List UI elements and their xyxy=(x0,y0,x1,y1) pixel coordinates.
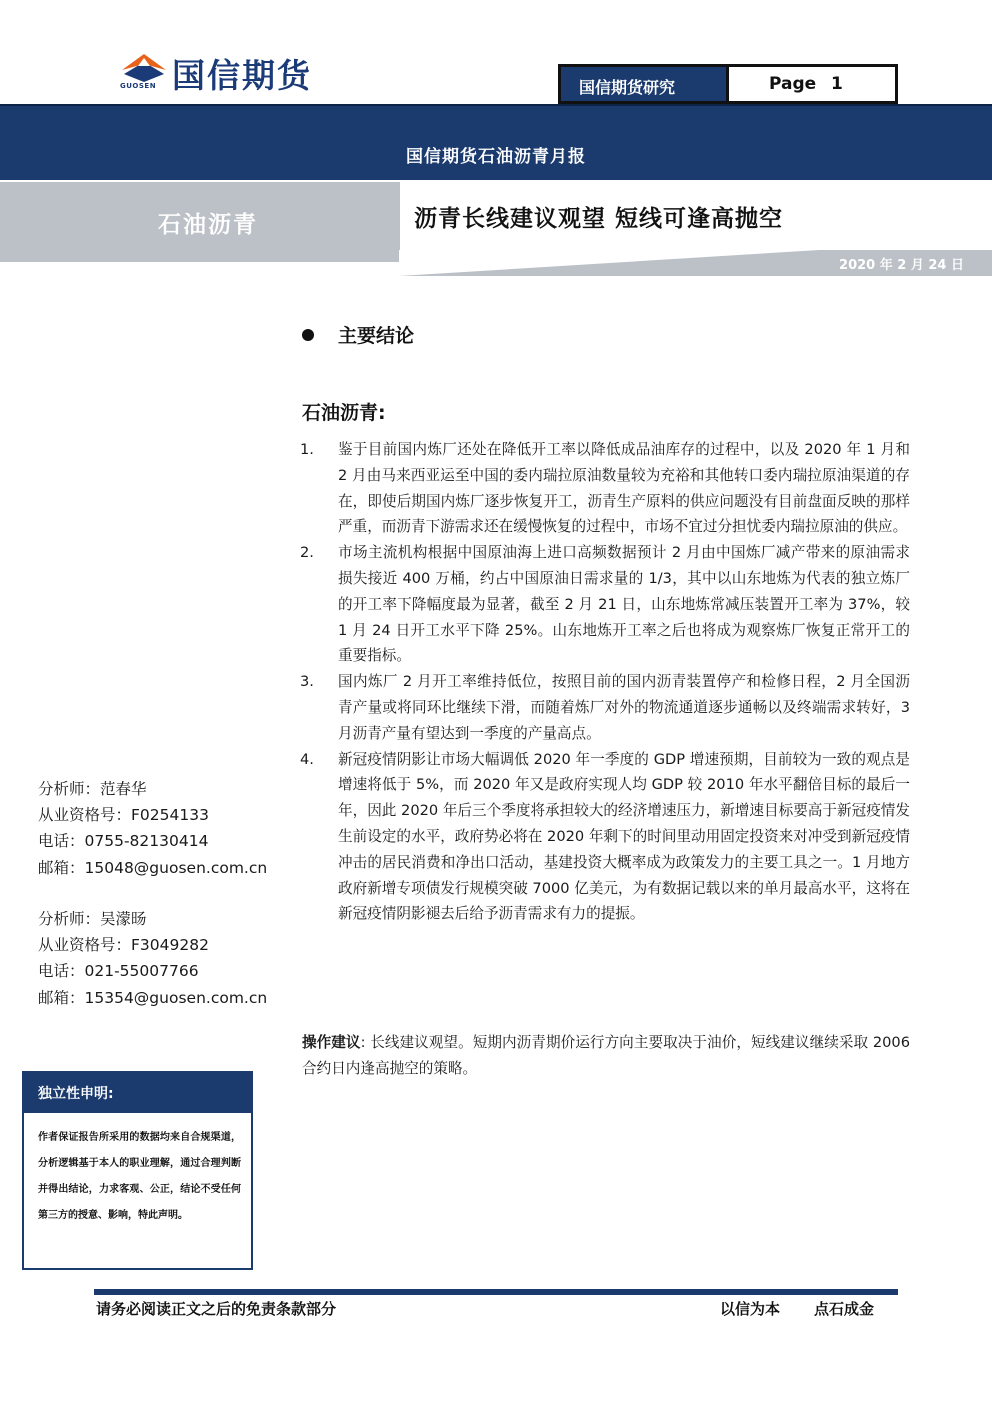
advice-label: 操作建议 xyxy=(302,1034,361,1051)
footer-motto xyxy=(720,1298,874,1319)
item-number: 3. xyxy=(300,673,314,691)
page-label: Page xyxy=(769,74,817,94)
report-date: 2020 年 2 月 24 日 xyxy=(839,258,964,273)
list-item xyxy=(300,747,910,928)
list-item xyxy=(300,669,910,746)
list-item xyxy=(300,437,910,540)
logo-subtitle: GUOSEN xyxy=(120,82,157,90)
conclusion-list xyxy=(300,437,910,927)
header-box xyxy=(558,64,898,104)
section-heading: 石油沥青: xyxy=(302,402,386,424)
report-series-title: 国信期货石油沥青月报 xyxy=(406,147,586,167)
footer-divider xyxy=(94,1289,898,1295)
analyst-card xyxy=(38,906,267,1011)
independence-declaration xyxy=(22,1071,253,1270)
conclusion-heading xyxy=(302,321,414,348)
analyst-license: 从业资格号：F0254133 xyxy=(38,806,209,825)
analyst-phone: 电话：0755-82130414 xyxy=(38,832,209,851)
company-logo xyxy=(118,48,348,98)
declaration-body: 作者保证报告所采用的数据均来自合规渠道，分析逻辑基于本人的职业理解，通过合理判断 并得出结论，力求客观、公正，结论不受任何第三方的授意、影响，特此声明。 xyxy=(38,1132,241,1221)
conclusion-heading-text: 主要结论 xyxy=(338,325,415,347)
advice-text: : 长线建议观望。短期内沥青期价运行方向主要取决于油价，短线建议继续采取 2006 合约日内逢高抛空的策略。 xyxy=(302,1034,910,1077)
logo-name: 国信期货 xyxy=(172,56,312,95)
operation-advice xyxy=(302,1030,910,1082)
footer-disclaimer: 请务必阅读正文之后的免责条款部分 xyxy=(96,1300,337,1318)
guosen-logo-icon xyxy=(118,48,170,84)
report-banner xyxy=(0,104,992,180)
item-text: 鉴于目前国内炼厂还处在降低开工率以降低成品油库存的过程中，以及 2020 年 1 月和 2 月由马来西亚运至中国的委内瑞拉原油数量较为充裕和其他转口委内瑞拉原油渠道的存在，即使后期国内炼厂逐步恢复开工，沥青生产原料的供应问题没有目前盘面反映的那样严重，而沥青下游需求还在缓慢恢复的过程中，市场不宜过分担忧委内瑞拉原油的供应。 xyxy=(338,441,910,536)
analyst-name: 分析师：范春华 xyxy=(38,780,147,798)
analyst-email: 邮箱：15354@guosen.com.cn xyxy=(38,988,268,1007)
item-text: 新冠疫情阴影让市场大幅调低 2020 年一季度的 GDP 增速预期，目前较为一致的观点是增速将低于 5%，而 2020 年又是政府实现人均 GDP 较 2010 年水平翻倍目标的最后一年，因此 2020 年后三个季度将承担较大的经济增速压力，新增速目标要高于新冠疫情发生前设定的水平，政府势必将在 2020 年剩下的时间里动用固定投资来对冲受到新冠疫情冲击的居民消费和净出口活动，基建投资大概率成为政策发力的主要工具之一。1 月地方政府新增专项债发行规模突破 7000 亿美元，为有数据记载以来的单月最高水平，这将在新冠疫情阴影褪去后给予沥青需求有力的提振。 xyxy=(338,750,910,923)
item-text: 市场主流机构根据中国原油海上进口高频数据预计 2 月由中国炼厂减产带来的原油需求损失接近 400 万桶，约占中国原油日需求量的 1/3，其中以山东地炼为代表的独立炼厂的开工率下降幅度最为显著，截至 2 月 21 日，山东地炼常减压装置开工率为 37%，较 1 月 24 日开工水平下降 25%。山东地炼开工率之后也将成为观察炼厂恢复正常开工的重要指标。 xyxy=(338,544,910,665)
motto-part-2: 点石成金 xyxy=(814,1300,875,1318)
analyst-email: 邮箱：15048@guosen.com.cn xyxy=(38,858,268,877)
analyst-license: 从业资格号：F3049282 xyxy=(38,936,209,955)
item-number: 2. xyxy=(300,544,314,562)
declaration-title: 独立性申明: xyxy=(24,1073,251,1113)
motto-part-1: 以信为本 xyxy=(720,1300,781,1318)
page-number: 1 xyxy=(831,74,843,94)
bullet-icon xyxy=(302,329,314,341)
research-label: 国信期货研究 xyxy=(561,67,729,101)
item-number: 4. xyxy=(300,750,314,768)
report-headline: 沥青长线建议观望 短线可逢高抛空 xyxy=(414,206,784,232)
category-band xyxy=(0,182,400,262)
date-bar xyxy=(400,250,992,276)
analyst-name: 分析师：吴濛旸 xyxy=(38,910,147,928)
item-text: 国内炼厂 2 月开工率维持低位，按照目前的国内沥青装置停产和检修日程，2 月全国沥青产量或将同环比继续下滑，而随着炼厂对外的物流通道逐步通畅以及终端需求转好，3 月沥青产量有望达到一季度的产量高点。 xyxy=(338,673,910,742)
item-number: 1. xyxy=(300,441,314,458)
list-item xyxy=(300,540,910,669)
category-label: 石油沥青 xyxy=(158,212,258,238)
analyst-phone: 电话：021-55007766 xyxy=(38,962,199,981)
analyst-card xyxy=(38,776,267,881)
